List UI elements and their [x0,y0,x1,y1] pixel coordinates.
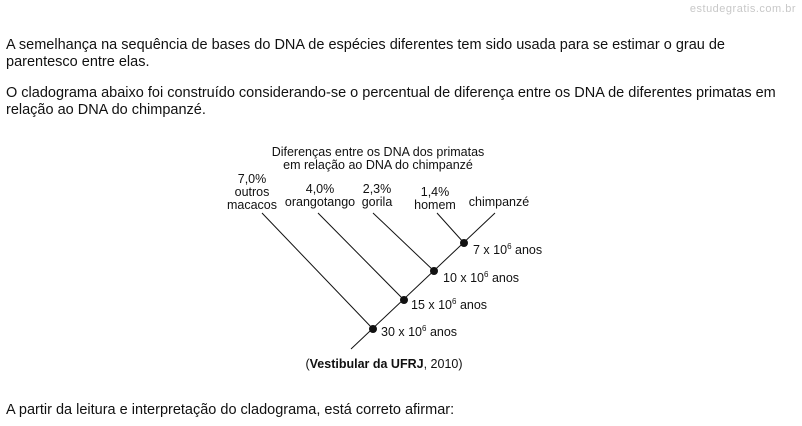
taxon-name-outros: outros [234,185,270,199]
branch-orangotango [318,213,404,300]
branch-gorila [373,213,434,271]
intro-paragraph: A semelhança na sequência de bases do DNA de espécies diferentes tem sido usada para se estimar o grau de parentesco entre elas. [6,37,725,70]
node-10mya [430,267,438,275]
cladogram-title-line2: em relação ao DNA do chimpanzé [283,158,473,172]
node-label-10mya: 10 x $10^6$ anos [443,270,520,285]
figure-source: (Vestibular da UFRJ, 2010) [305,357,463,371]
taxon-name-gorila: gorila [361,195,393,209]
cladogram-title-line1: Diferenças entre os DNA dos primatas [271,145,485,159]
node-7mya [460,239,468,247]
taxon-name-chimpanze: chimpanzé [468,195,530,209]
node-label-7mya: 7 x $10^6$ anos [473,242,543,257]
node-15mya [400,296,408,304]
site-watermark: estudegratis.com.br [689,3,796,15]
taxon-pct-homem: 1,4% [420,185,450,199]
question-paragraph: A partir da leitura e interpretação do cladograma, está correto afirmar: [6,402,455,418]
taxon-name-orangotango: orangotango [284,195,356,209]
branch-homem [437,213,464,243]
node-30mya [369,325,377,333]
taxon-name-macacos: macacos [226,198,278,212]
node-label-30mya: 30 x $10^6$ anos [381,324,458,339]
taxon-name-homem: homem [414,198,456,212]
taxon-pct-orangotango: 4,0% [305,182,335,196]
taxon-pct-outros-macacos: 7,0% [237,172,267,186]
branch-outros-macacos [262,213,373,329]
node-label-15mya: 15 x $10^6$ anos [411,297,488,312]
taxon-pct-gorila: 2,3% [362,182,392,196]
context-paragraph: O cladograma abaixo foi construído considerando-se o percentual de diferença entre os DNA de diferentes primatas em relação ao DNA do chimpanzé. [6,85,776,118]
